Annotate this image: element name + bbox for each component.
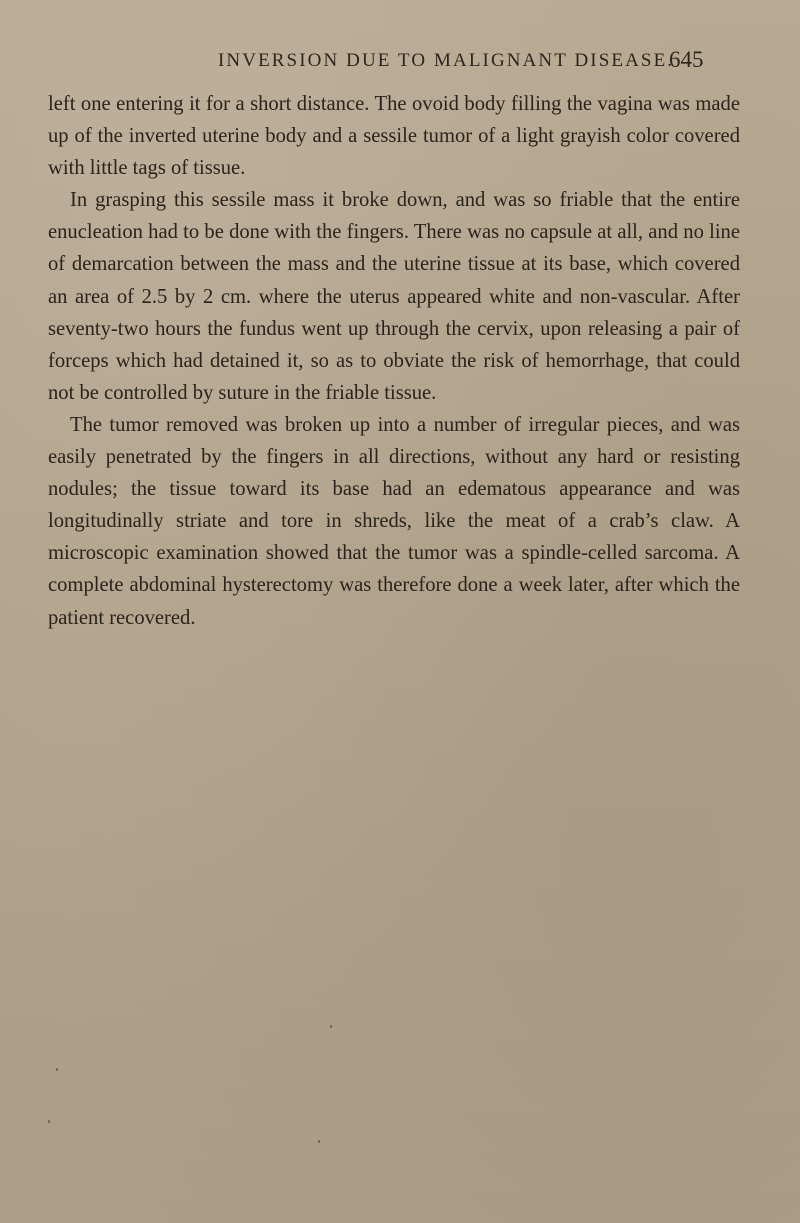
- running-title: INVERSION DUE TO MALIGNANT DISEASE.: [218, 50, 675, 71]
- page-number: 645: [669, 47, 704, 72]
- paper-speck: [48, 1120, 50, 1123]
- paragraph-enucleation: In grasping this sessile mass it broke down, and was so friable that the entire enucleation had to be done with the fingers. There was no capsule at all, and no line of demarcation between the mass and the uterine tissue at its base, which covered an area of 2.5 by 2 cm. where the uterus appeared white and non-vascular. After seventy-two hours the fundus went up through the cervix, upon releasing a pair of forceps which had detained it, so as to obviate the risk of hemorrhage, that could not be controlled by suture in the friable tissue.: [48, 189, 740, 404]
- paper-speck: [56, 1068, 58, 1071]
- paragraph-tumor-findings: The tumor removed was broken up into a number of irregular pieces, and was easily penetrated by the fingers in all directions, without any hard or resisting nodules; the tissue toward its base had an edematous appearance and was longitudinally striate and tore in shreds, like the meat of a crab’s claw. A microscopic examination showed that the tumor was a spindle-celled sarcoma. A complete abdominal hysterectomy was therefore done a week later, after which the patient recovered.: [48, 413, 740, 629]
- paper-speck: [330, 1025, 332, 1028]
- body-text: [48, 88, 740, 634]
- paragraph-continuation: left one entering it for a short distance. The ovoid body filling the vagina was made up of the inverted uterine body and a sessile tumor of a light grayish color covered with little tags of tissue.: [48, 93, 740, 180]
- paper-speck: [318, 1140, 320, 1143]
- running-head: [0, 47, 800, 80]
